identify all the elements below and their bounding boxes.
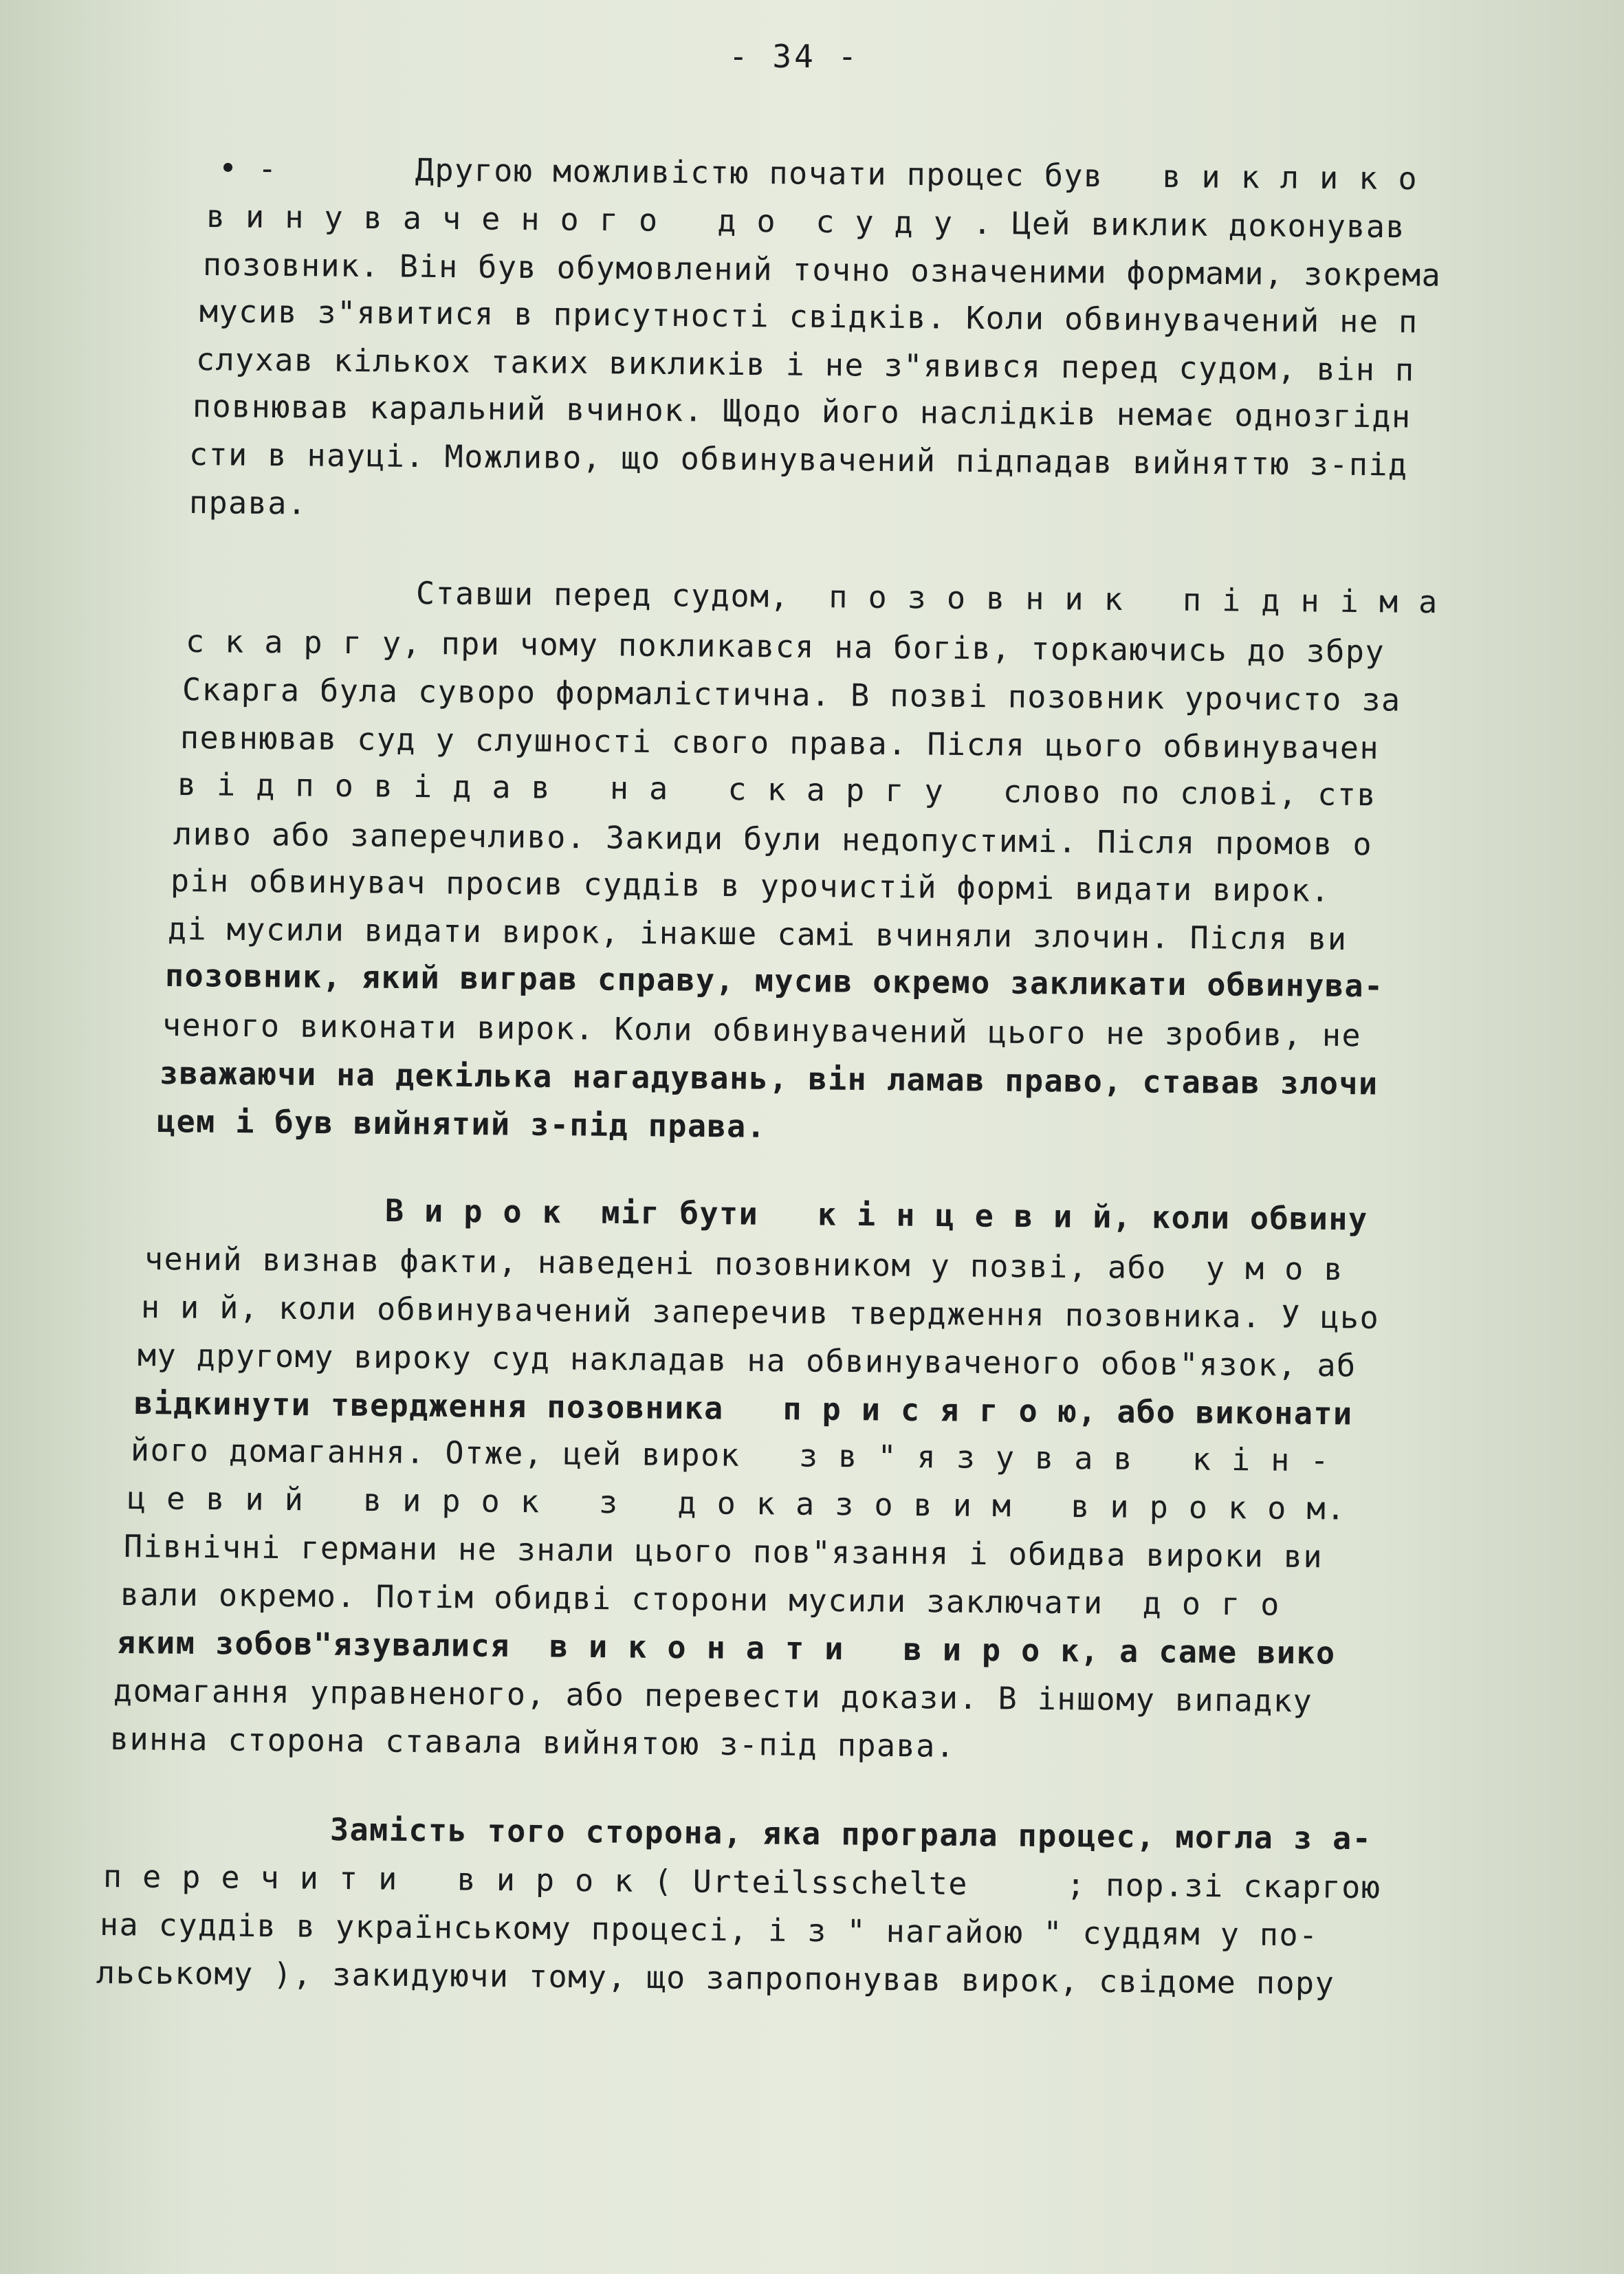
text-line: його домагання. Отже, цей вирок з в " я з у в а в к і н - (130, 1432, 1330, 1479)
text-line: Замість того сторона, яка програла процес, могла з а- (329, 1811, 1372, 1857)
text-line: певнював суд у слушності свого права. Після цього обвинувачен (179, 719, 1380, 767)
text-line: яким зобов"язувалися в и к о н а т и в и р о к, а саме вико (116, 1624, 1336, 1672)
text-line: позовник. Він був обумовлений точно означеними формами, зокрема (202, 246, 1442, 294)
text-line: в і д п о в і д а в н а с к а р г у слово по слові, ств (177, 766, 1377, 813)
page-number: - 34 - (729, 38, 860, 75)
text-line: сти в науці. Можливо, що обвинувачений підпадав вийняттю з-під (188, 436, 1408, 483)
text-line: на суддів в українському процесі, і з " нагайою " суддям у по- (99, 1906, 1319, 1954)
text-line: винна сторона ставала вийнятою з-під права. (109, 1720, 956, 1764)
text-line: домагання управненого, або перевести докази. В іншому випадку (113, 1672, 1313, 1720)
text-line: відкинути твердження позовника п р и с я г о ю, або виконати (133, 1385, 1353, 1432)
text-line: му другому вироку суд накладав на обвинуваченого обов"язок, аб (137, 1337, 1357, 1384)
text-line: зважаючи на декілька нагадувань, він ламав право, ставав злочи (159, 1055, 1379, 1102)
text-line: ливо або заперечливо. Закиди були недопустимі. Після промов о (173, 816, 1373, 863)
text-line: рін обвинувач просив суддів в урочистій формі видати вирок. (170, 862, 1331, 909)
text-line: Ставши перед судом, п о з о в н и к п і д н і м а (415, 575, 1438, 620)
text-line: вали окремо. Потім обидві сторони мусили заключати д о г о (120, 1576, 1281, 1623)
text-line: • - Другою можливістю почати процес був в и к л и к о (218, 150, 1418, 197)
text-line: н и й, коли обвинувачений заперечив твердження позовника. У цьо (140, 1289, 1380, 1336)
text-line: повнював каральний вчинок. Щодо його наслідків немає однозгідн (192, 388, 1412, 435)
text-line: льському ), закидуючи тому, що запропонував вирок, свідоме пору (96, 1954, 1335, 2002)
text-line: цем і був вийнятий з-під права. (156, 1103, 767, 1145)
text-line: п е р е ч и т и в и р о к ( Urteilsschelte ; пор.зі скаргою (102, 1858, 1381, 1906)
text-line: ченого виконати вирок. Коли обвинувачений цього не зробив, не (162, 1007, 1362, 1054)
text-line: Скарга була суворо формалістична. В позві позовник урочисто за (182, 671, 1401, 719)
text-line: чений визнав факти, наведені позовником у позві, або у м о в (144, 1240, 1344, 1288)
text-line: Північні германи не знали цього пов"язання і обидва вироки ви (123, 1528, 1324, 1575)
text-line: права. (188, 484, 307, 522)
text-line: В и р о к міг бути к і н ц е в и й, коли обвину (384, 1192, 1368, 1238)
text-line: ц е в и й в и р о к з д о к а з о в и м в и р о к о м. (127, 1480, 1346, 1527)
text-line: мусив з"явитися в присутності свідків. Коли обвинувачений не п (199, 293, 1418, 340)
text-line: с к а р г у, при чому покликався на богів, торкаючись до збру (185, 623, 1385, 670)
text-line: позовник, який виграв справу, мусив окремо закликати обвинува- (164, 957, 1384, 1005)
text-line: ді мусили видати вирок, інакше самі вчиняли злочин. Після ви (167, 910, 1348, 957)
text-line: слухав кількох таких викликів і не з"явився перед судом, він п (195, 341, 1415, 389)
text-line: в и н у в а ч е н о г о д о с у д у . Цей виклик доконував (206, 198, 1406, 245)
